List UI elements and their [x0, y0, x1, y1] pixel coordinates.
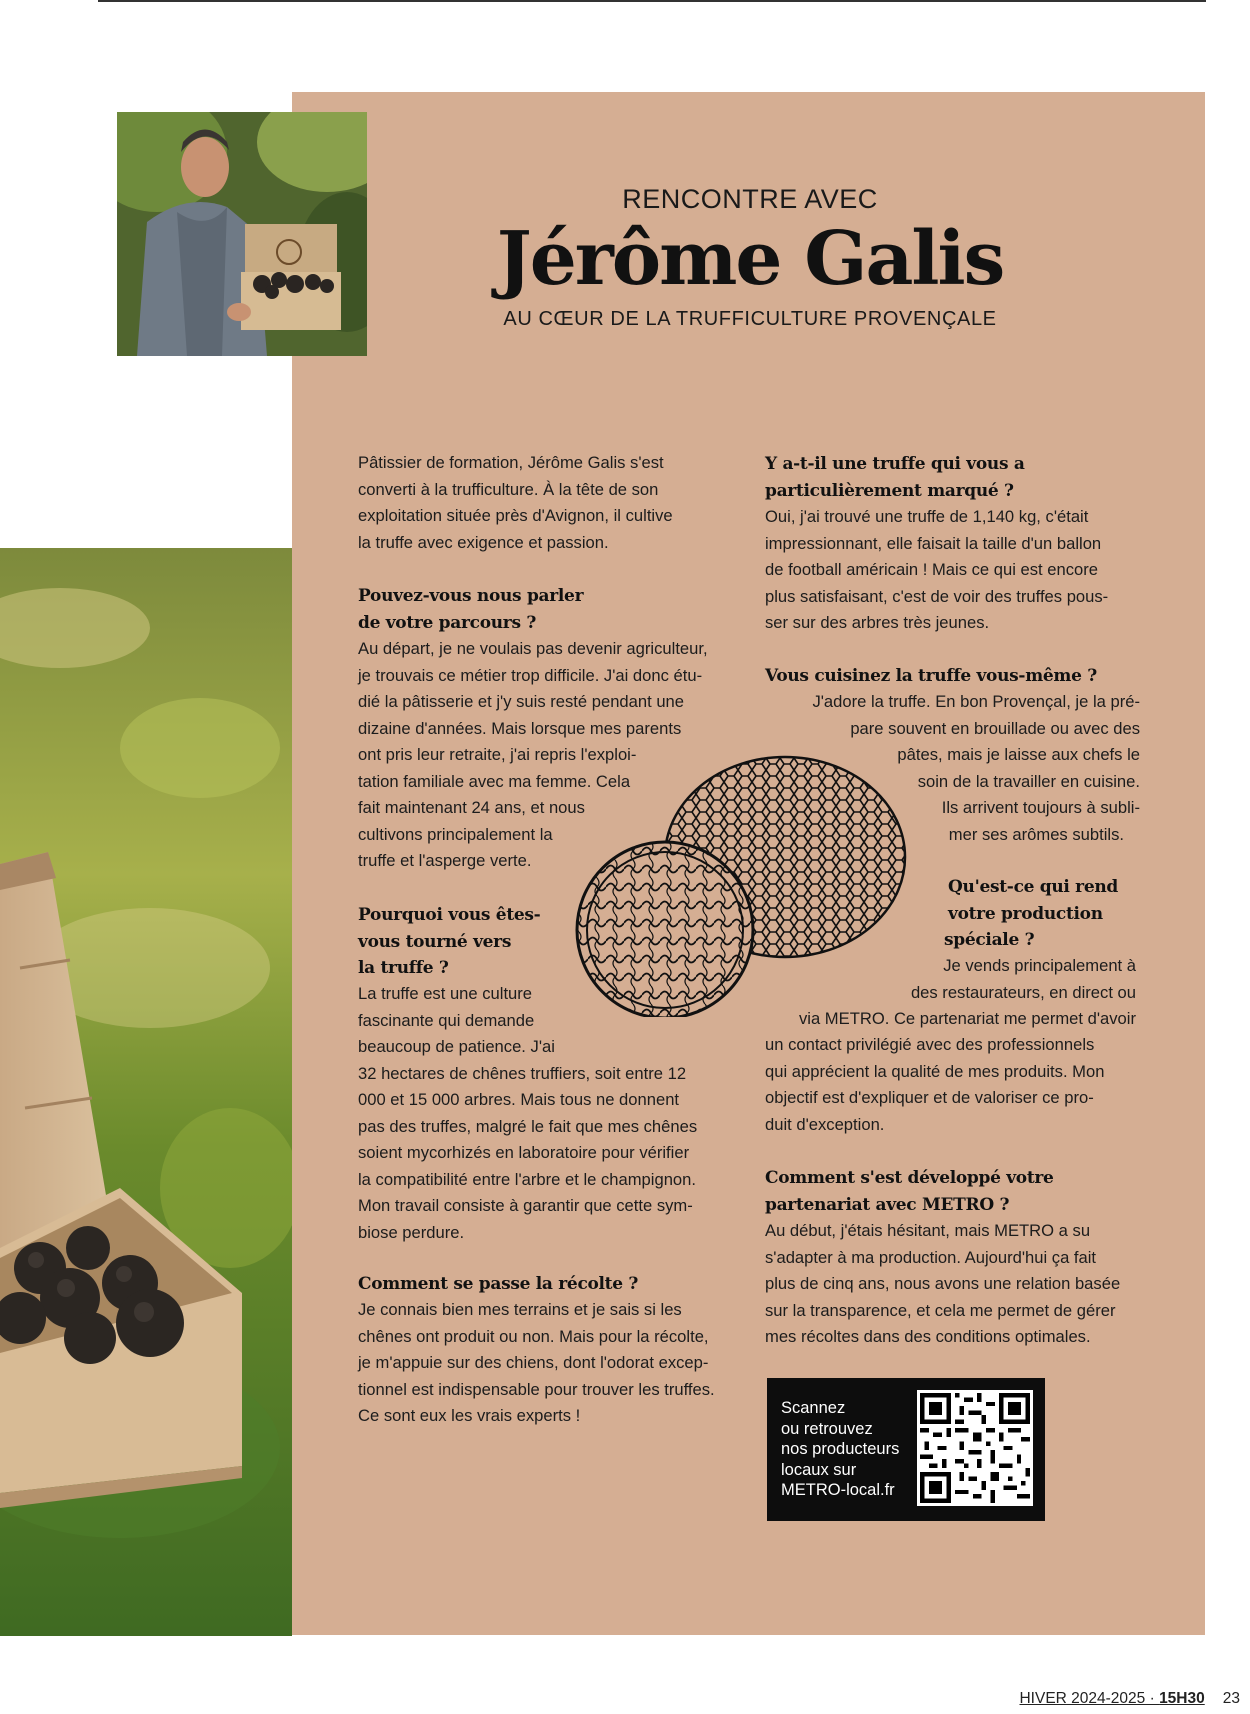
text-line: Ils arrivent toujours à subli-: [941, 798, 1140, 817]
text-line: nos producteurs: [781, 1440, 900, 1458]
text-line: sur la transparence, et cela me permet de gérer: [765, 1300, 1116, 1320]
text-line: Vous cuisinez la truffe vous-même ?: [765, 666, 1097, 686]
answer-parcours: [358, 636, 708, 875]
answer-cuisine: [760, 689, 1140, 848]
text-line: Pouvez-vous nous parler: [358, 586, 584, 606]
text-line: Mon travail consiste à garantir que cette sym-: [358, 1196, 693, 1215]
text-line: Au début, j'étais hésitant, mais METRO a su: [765, 1221, 1091, 1240]
text-line: qui apprécient la qualité de mes produits. Mon: [765, 1061, 1105, 1081]
answer-pourquoi: [358, 981, 697, 1246]
text-line: pâtes, mais je laisse aux chefs le: [897, 745, 1140, 764]
text-line: la truffe avec exigence et passion.: [358, 532, 609, 552]
text-line: dié la pâtisserie et j'y suis resté pendant une: [358, 692, 685, 711]
answer-partenariat: [765, 1218, 1120, 1351]
text-line: exploitation située près d'Avignon, il cultive: [358, 506, 673, 525]
text-line: plus de cinq ans, nous avons une relation basée: [765, 1274, 1121, 1293]
qr-code-icon[interactable]: [917, 1390, 1033, 1506]
text-line: beaucoup de patience. J'ai: [358, 1037, 555, 1056]
truffle-crate-photo: [0, 548, 292, 1636]
text-line: de football américain ! Mais ce qui est encore: [765, 560, 1098, 579]
magazine-brand: 15H30: [1159, 1690, 1205, 1707]
portrait-illustration: [117, 112, 367, 356]
text-line: ou retrouvez: [781, 1419, 873, 1438]
answer-production: [765, 1032, 1104, 1138]
portrait-photo: [117, 112, 367, 356]
text-line: soin de la travailler en cuisine.: [917, 771, 1140, 791]
text-line: votre production: [948, 903, 1103, 924]
text-line: impressionnant, elle faisait la taille d'un ballon: [765, 533, 1102, 553]
text-line: Pourquoi vous êtes-: [358, 905, 541, 925]
text-line: soient mycorhizés en laboratoire pour vérifier: [358, 1143, 690, 1162]
text-line: locaux sur: [781, 1460, 857, 1479]
text-line: 000 et 15 000 arbres. Mais tous ne donnent: [358, 1090, 680, 1109]
page-title: Jérôme Galis: [496, 216, 1004, 302]
qr-promo-box[interactable]: [767, 1378, 1045, 1521]
text-line: particulièrement marqué ?: [765, 480, 1014, 501]
text-line: converti à la trufficulture. À la tête de son: [358, 479, 659, 499]
text-line: Au départ, je ne voulais pas devenir agriculteur,: [358, 639, 708, 658]
text-line: cultivons principalement la: [358, 824, 553, 844]
text-line: des restaurateurs, en direct ou: [910, 982, 1136, 1002]
text-line: Oui, j'ai trouvé une truffe de 1,140 kg, c'était: [765, 507, 1089, 526]
text-line: Qu'est-ce qui rend: [948, 877, 1118, 897]
text-line: mes récoltes dans des conditions optimales.: [765, 1327, 1091, 1346]
text-line: Pâtissier de formation, Jérôme Galis s'est: [358, 453, 664, 472]
text-line: pas des truffes, malgré le fait que mes chênes: [358, 1116, 698, 1136]
question-recolte: [358, 1271, 638, 1298]
question-cuisine: [765, 663, 1097, 690]
text-line: la truffe ?: [358, 958, 449, 978]
question-parcours: [358, 583, 583, 636]
text-line: Comment s'est développé votre: [765, 1168, 1054, 1188]
text-line: objectif est d'expliquer et de valoriser ce pro-: [765, 1088, 1094, 1107]
answer-truffe-marquante: [765, 504, 1108, 637]
issue-label: HIVER 2024-2025 ·: [1019, 1690, 1160, 1707]
text-line: de votre parcours ?: [358, 612, 536, 633]
text-line: chênes ont produit ou non. Mais pour la récolte,: [358, 1326, 709, 1346]
question-production: [944, 874, 1118, 954]
text-line: truffe et l'asperge verte.: [358, 851, 532, 870]
text-line: La truffe est une culture: [358, 984, 533, 1003]
text-line: vous tourné vers: [358, 931, 512, 952]
text-line: Je connais bien mes terrains et je sais si les: [358, 1300, 682, 1319]
qr-code-graphic: [920, 1393, 1030, 1503]
text-line: plus satisfaisant, c'est de voir des truffes pous-: [765, 586, 1109, 606]
text-line: tionnel est indispensable pour trouver les truffes.: [358, 1379, 715, 1399]
page-footer: [1019, 1690, 1240, 1708]
text-line: Ce sont eux les vrais experts !: [358, 1406, 581, 1425]
text-line: 32 hectares de chênes truffiers, soit entre 12: [358, 1063, 687, 1083]
text-line: biose perdure.: [358, 1222, 465, 1242]
text-line: mer ses arômes subtils.: [948, 824, 1124, 844]
text-line: s'adapter à ma production. Aujourd'hui ça fait: [765, 1247, 1097, 1267]
text-line: Je vends principalement à: [943, 956, 1136, 975]
text-line: fascinante qui demande: [358, 1010, 535, 1030]
text-line: je trouvais ce métier trop difficile. J'ai donc étu-: [358, 665, 703, 685]
footer-issue: [1019, 1690, 1204, 1707]
text-line: je m'appuie sur des chiens, dont l'odorat excep-: [358, 1353, 709, 1372]
page-number: 23: [1222, 1690, 1240, 1707]
text-line: la compatibilité entre l'arbre et le champignon.: [358, 1169, 696, 1189]
text-line: dizaine d'années. Mais lorsque mes parents: [358, 718, 682, 738]
answer-production-metro: [740, 1006, 1136, 1033]
qr-promo-text: [781, 1398, 899, 1501]
text-line: Scannez: [781, 1399, 846, 1417]
question-partenariat: [765, 1165, 1054, 1218]
text-line[interactable]: METRO-local.fr: [781, 1481, 895, 1499]
top-rule: [98, 0, 1206, 2]
text-line: ser sur des arbres très jeunes.: [765, 613, 990, 632]
text-line: fait maintenant 24 ans, et nous: [358, 798, 585, 817]
text-line: ont pris leur retraite, j'ai repris l'exploi-: [358, 745, 637, 764]
text-line: tation familiale avec ma femme. Cela: [358, 771, 631, 791]
text-line: J'adore la truffe. En bon Provençal, je la pré-: [812, 692, 1140, 711]
intro-paragraph: [358, 450, 673, 556]
text-line: spéciale ?: [944, 930, 1035, 950]
text-line: Y a-t-il une truffe qui vous a: [765, 454, 1025, 474]
text-line: un contact privilégié avec des professionnels: [765, 1035, 1095, 1054]
text-line: pare souvent en brouillade ou avec des: [850, 718, 1140, 738]
truffle-crate-illustration: [0, 548, 292, 1636]
question-truffe-marquante: [765, 451, 1025, 504]
question-pourquoi: [358, 902, 540, 982]
text-line: duit d'exception.: [765, 1114, 885, 1134]
text-line: via METRO. Ce partenariat me permet d'avoir: [798, 1009, 1136, 1028]
answer-recolte: [358, 1297, 715, 1430]
interview-kicker: RENCONTRE AVEC: [622, 184, 878, 214]
page-subtitle: AU CŒUR DE LA TRUFFICULTURE PROVENÇALE: [503, 308, 997, 330]
text-line: partenariat avec METRO ?: [765, 1194, 1010, 1215]
text-line: Comment se passe la récolte ?: [358, 1274, 639, 1294]
answer-production-intro: [760, 953, 1136, 1006]
